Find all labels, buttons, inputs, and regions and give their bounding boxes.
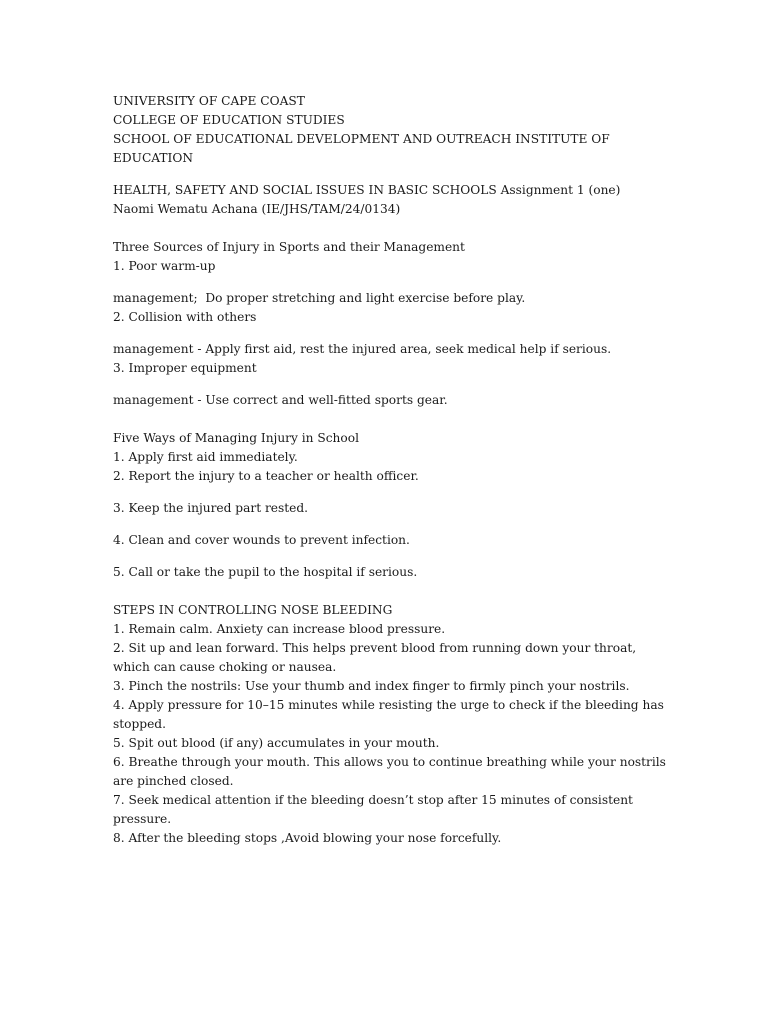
spacer — [113, 276, 673, 289]
ways-heading: Five Ways of Managing Injury in School — [113, 431, 359, 445]
course-title: HEALTH, SAFETY AND SOCIAL ISSUES IN BASIC SCHOOLS Assignment 1 (one) — [113, 183, 621, 197]
nose-step-5: 5. Spit out blood (if any) accumulates in your mouth. — [113, 736, 440, 750]
spacer — [113, 410, 673, 429]
source-item-3: 3. Improper equipment — [113, 361, 257, 375]
source-management-3: management - Use correct and well-fitted sports gear. — [113, 393, 448, 407]
spacer — [113, 219, 673, 238]
source-management-1: management; Do proper stretching and light exercise before play. — [113, 291, 526, 305]
spacer — [113, 486, 673, 499]
source-item-1: 1. Poor warm-up — [113, 259, 216, 273]
spacer — [113, 550, 673, 563]
sources-heading: Three Sources of Injury in Sports and their Management — [113, 240, 465, 254]
spacer — [113, 518, 673, 531]
way-item-5: 5. Call or take the pupil to the hospital if serious. — [113, 565, 418, 579]
way-item-2: 2. Report the injury to a teacher or health officer. — [113, 469, 419, 483]
nose-step-4: 4. Apply pressure for 10–15 minutes while resisting the urge to check if the bleeding has stopped. — [113, 698, 668, 731]
university-name: UNIVERSITY OF CAPE COAST — [113, 94, 305, 108]
nose-step-1: 1. Remain calm. Anxiety can increase blood pressure. — [113, 622, 446, 636]
student-name: Naomi Wematu Achana (IE/JHS/TAM/24/0134) — [113, 202, 401, 216]
source-management-2: management - Apply first aid, rest the injured area, seek medical help if serious. — [113, 342, 612, 356]
spacer — [113, 327, 673, 340]
school-name: SCHOOL OF EDUCATIONAL DEVELOPMENT AND OUTREACH INSTITUTE OF EDUCATION — [113, 132, 614, 165]
spacer — [113, 582, 673, 601]
way-item-4: 4. Clean and cover wounds to prevent infection. — [113, 533, 410, 547]
nose-step-6: 6. Breathe through your mouth. This allows you to continue breathing while your nostrils are pinched closed. — [113, 755, 670, 788]
nose-step-8: 8. After the bleeding stops ,Avoid blowing your nose forcefully. — [113, 831, 502, 845]
nose-step-7: 7. Seek medical attention if the bleeding doesn’t stop after 15 minutes of consistent pressure. — [113, 793, 637, 826]
document-body — [113, 92, 673, 848]
way-item-3: 3. Keep the injured part rested. — [113, 501, 309, 515]
spacer — [113, 168, 673, 181]
way-item-1: 1. Apply first aid immediately. — [113, 450, 298, 464]
nose-step-3: 3. Pinch the nostrils: Use your thumb and index finger to firmly pinch your nostrils. — [113, 679, 630, 693]
nose-heading: STEPS IN CONTROLLING NOSE BLEEDING — [113, 603, 393, 617]
spacer — [113, 378, 673, 391]
nose-step-2: 2. Sit up and lean forward. This helps prevent blood from running down your throat, which can cause choking or nausea. — [113, 641, 640, 674]
source-item-2: 2. Collision with others — [113, 310, 257, 324]
college-name: COLLEGE OF EDUCATION STUDIES — [113, 113, 345, 127]
